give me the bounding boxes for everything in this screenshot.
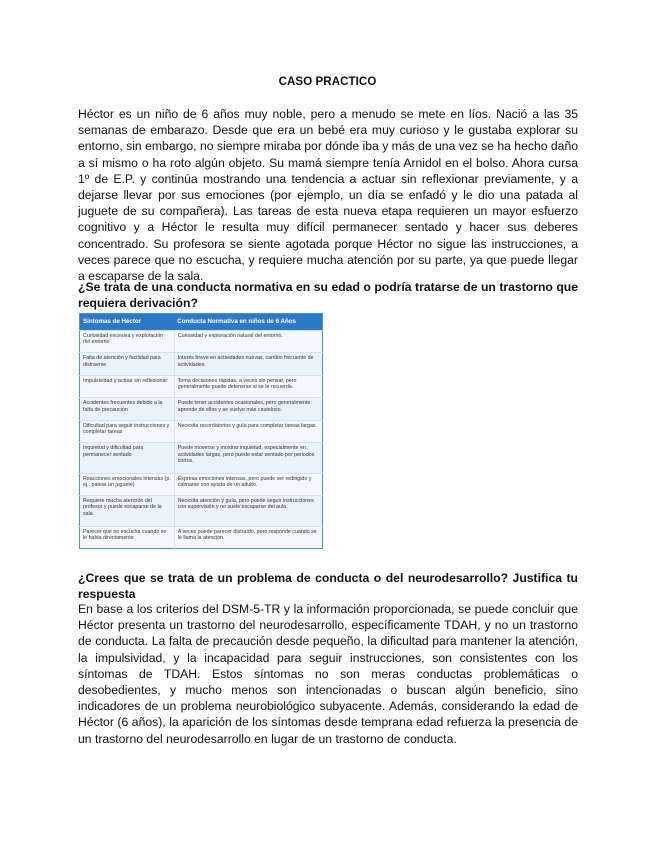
normative-cell: Necesita recordatorios y guía para completar tareas largas. xyxy=(174,420,322,442)
normative-cell: Puede tener accidentes ocasionales, pero generalmente aprende de ellos y se vuelve más cauteloso. xyxy=(174,398,322,420)
symptom-cell: Falta de atención y facilidad para distraerse xyxy=(80,353,175,375)
normative-cell: Puede moverse y mostrar inquietud, especialmente en actividades largas, pero puede estar sentado por periodos cortos. xyxy=(174,443,322,473)
symptom-cell: Dificultad para seguir instrucciones y completar tareas xyxy=(80,420,175,442)
table-header-row xyxy=(80,314,323,331)
table-row xyxy=(80,331,323,353)
header-symptoms: Síntomas de Héctor xyxy=(80,314,175,331)
symptom-cell: Parecer que no escucha cuando se le habla directamente xyxy=(80,526,175,549)
symptom-cell: Curiosidad excesiva y exploración del entorno xyxy=(80,331,175,353)
symptom-cell: Inquietud y dificultad para permanecer sentado xyxy=(80,443,175,473)
normative-cell: Toma decisiones rápidas, a veces sin pensar, pero generalmente puede detenerse si se le recuerda. xyxy=(174,375,322,397)
question-1: ¿Se trata de una conducta normativa en su edad o podría tratarse de un trastorno que requiera derivación? xyxy=(78,280,578,311)
symptom-cell: Reacciones emocionales intensas (p. ej., patear un juguete) xyxy=(80,473,175,495)
symptom-cell: Impulsividad y actuar sin reflexionar xyxy=(80,375,175,397)
table-row xyxy=(80,420,323,442)
table-row xyxy=(80,443,323,473)
normative-cell: Interés breve en actividades nuevas, cambio frecuente de actividades. xyxy=(174,353,322,375)
normative-cell: Expresa emociones intensas, pero puede ser redirigido y calmarse con ayuda de un adulto. xyxy=(174,473,322,495)
normative-cell: Curiosidad y exploración natural del entorno. xyxy=(174,331,322,353)
symptom-cell: Requiere mucha atención del profesor y puede escaparse de la sala xyxy=(80,496,175,526)
comparison-table xyxy=(79,313,323,549)
table-row xyxy=(80,375,323,397)
table-row xyxy=(80,398,323,420)
question-2: ¿Crees que se trata de un problema de conducta o del neurodesarrollo? Justifica tu respuesta xyxy=(78,571,578,602)
normative-cell: A veces puede parecer distraído, pero responde cuando se le llama la atención. xyxy=(174,526,322,549)
table-row xyxy=(80,473,323,495)
table-row xyxy=(80,496,323,526)
page-title: CASO PRACTICO xyxy=(278,76,377,88)
table-row xyxy=(80,526,323,549)
case-description: Héctor es un niño de 6 años muy noble, pero a menudo se mete en líos. Nació a las 35 semanas de embarazo. Desde que era un bebé era muy curioso y le gustaba explorar su entorno, sin embargo, no siempre miraba por dónde iba y más de una vez se ha hecho daño a sí mismo o ha roto algún objeto. Su mamá siempre tenía Arnidol en el bolso. Ahora cursa 1º de E.P. y continúa mostrando una tendencia a actuar sin reflexionar previamente, y a dejarse llevar por sus emociones (por ejemplo, un día se enfadó y le dio una patada al juguete de su compañera). Las tareas de esta nueva etapa requieren un mayor esfuerzo cognitivo y a Héctor le resulta muy difícil permanecer sentado y hacer sus deberes concentrado. Su profesora se siente agotada porque Héctor no sigue las instrucciones, a veces parece que no escucha, y requiere mucha atención por su parte, ya que puede llegar a escaparse de la sala. xyxy=(78,107,578,284)
symptom-cell: Accidentes frecuentes debido a la falta de precaución xyxy=(80,398,175,420)
normative-cell: Necesita atención y guía, pero puede seguir instrucciones con supervisión y no suele escaparse del aula. xyxy=(174,496,322,526)
answer-paragraph: En base a los criterios del DSM-5-TR y la información proporcionada, se puede concluir que Héctor presenta un trastorno del neurodesarrollo, específicamente TDAH, y no un trastorno de conducta. La falta de precaución desde pequeño, la dificultad para mantener la atención, la impulsividad, y la incapacidad para seguir instrucciones, son consistentes con los síntomas de TDAH. Estos síntomas no son meras conductas problemáticas o desobedientes, y mucho menos son intencionadas o buscan algún beneficio, sino indicadores de un problema neurobiológico subyacente. Además, considerando la edad de Héctor (6 años), la aparición de los síntomas desde temprana edad refuerza la presencia de un trastorno del neurodesarrollo en lugar de un trastorno de conducta. xyxy=(78,602,578,746)
table-row xyxy=(80,353,323,375)
header-normative: Conducta Normativa en niños de 6 Años xyxy=(174,314,322,331)
